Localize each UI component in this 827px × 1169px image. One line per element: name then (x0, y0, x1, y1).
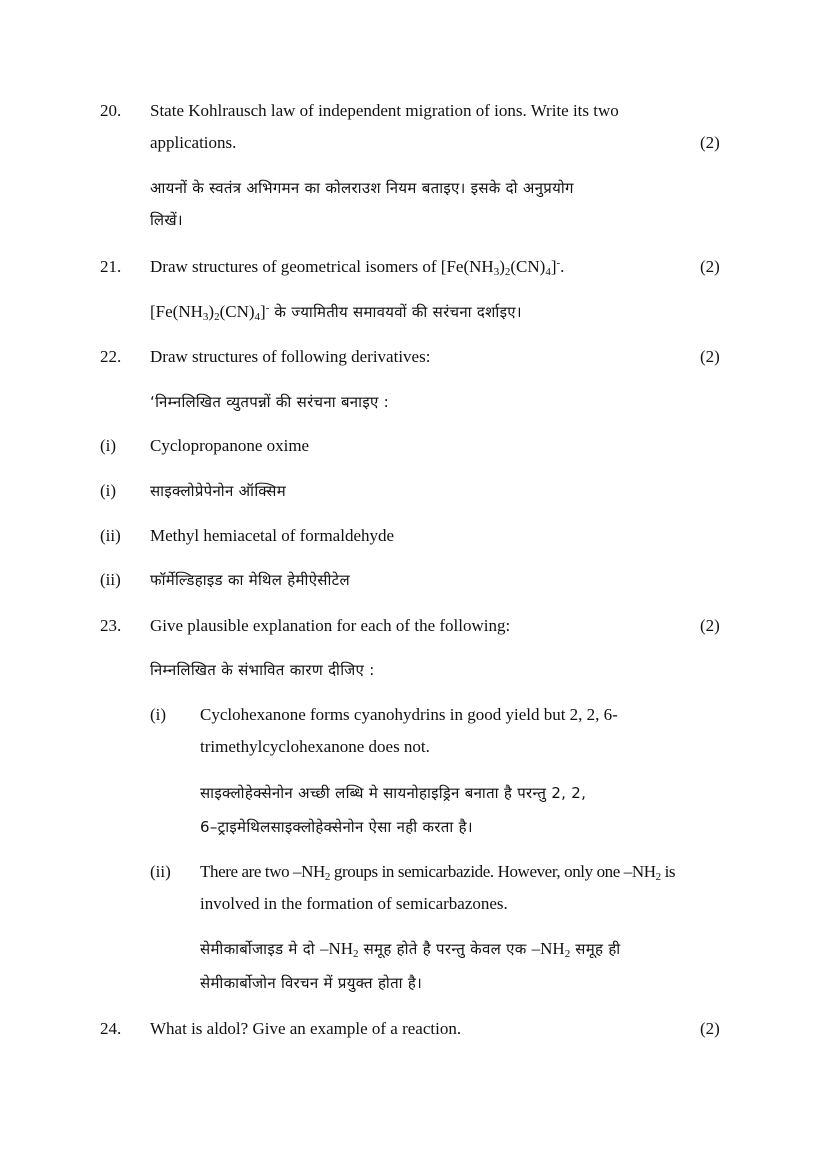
question-text-hindi: ‘निम्नलिखित व्युतपन्नों की सरंचना बनाइए : (150, 393, 389, 411)
question-text-hindi: निम्नलिखित के संभावित कारण दीजिए : (150, 661, 375, 679)
question-number: 21. (100, 257, 122, 276)
question-number: 22. (100, 347, 122, 366)
question-number: 23. (100, 616, 122, 635)
item-label: (i) (100, 436, 117, 455)
question-text: Draw structures of geometrical isomers of $[Fe(NH_3)_2(CN)_4]^-$. (150, 257, 565, 278)
marks: (2) (700, 616, 720, 635)
sub-item-label: (ii) (150, 862, 171, 881)
sub-item-text-hindi: साइक्लोहेक्सेनोन अच्छी लब्धि मे सायनोहाइड्रिन बनाता है परन्तु 2, 2, (200, 784, 587, 802)
item-text-hindi: साइक्लोप्रेपेनोन ऑक्सिम (150, 482, 287, 500)
question-text-hindi: आयनों के स्वतंत्र अभिगमन का कोलराउश नियम बताइए। इसके दो अनुप्रयोग (150, 179, 574, 197)
sub-item-text: Cyclohexanone forms cyanohydrins in good yield but 2, 2, 6- (200, 705, 618, 724)
question-number: 24. (100, 1019, 122, 1038)
question-text: Give plausible explanation for each of the following: (150, 616, 511, 635)
chemical-formula: $[Fe(NH_3)_2(CN)_4]^-$. (440, 257, 565, 278)
item-label: (ii) (100, 570, 121, 589)
marks: (2) (700, 257, 720, 276)
question-text: State Kohlrausch law of independent migration of ions. Write its two (150, 101, 619, 120)
question-text: Draw structures of following derivatives: (150, 347, 431, 366)
marks: (2) (700, 1019, 720, 1038)
item-text: Methyl hemiacetal of formaldehyde (150, 526, 395, 545)
sub-item-text-hindi: सेमीकार्बोजोन विरचन में प्रयुक्त होता है। (200, 974, 423, 992)
marks: (2) (700, 133, 720, 152)
sub-item-text: involved in the formation of semicarbazones. (200, 894, 508, 913)
question-text-hindi: लिखें। (150, 211, 183, 229)
question-text: applications. (150, 133, 237, 152)
question-text-hindi: $[Fe(NH_3)_2(CN)_4]^-$ के ज्यामितीय समावयवों की सरंचना दर्शाइए। (150, 302, 522, 323)
sub-item-label: (i) (150, 705, 167, 724)
chemical-formula: $[Fe(NH_3)_2(CN)_4]^-$ (150, 302, 270, 323)
sub-item-text: There are two $-NH_2$ groups in semicarbazide. However, only one $-NH_2$ is (200, 862, 676, 883)
question-number: 20. (100, 101, 122, 120)
sub-item-text-hindi: सेमीकार्बोजाइड मे दो $-NH_2$ समूह होते है परन्तु केवल एक $-NH_2$ समूह ही (200, 939, 621, 960)
marks: (2) (700, 347, 720, 366)
sub-item-text-hindi: 6–ट्राइमेथिलसाइक्लोहेक्सेनोन ऐसा नही करता है। (200, 818, 473, 836)
item-label: (i) (100, 481, 117, 500)
item-label: (ii) (100, 526, 121, 545)
question-text: What is aldol? Give an example of a reaction. (150, 1019, 462, 1038)
item-text: Cyclopropanone oxime (150, 436, 310, 455)
sub-item-text: trimethylcyclohexanone does not. (200, 737, 430, 756)
item-text-hindi: फॉर्मेल्डिहाइड का मेथिल हेमीऐसीटेल (150, 571, 350, 589)
